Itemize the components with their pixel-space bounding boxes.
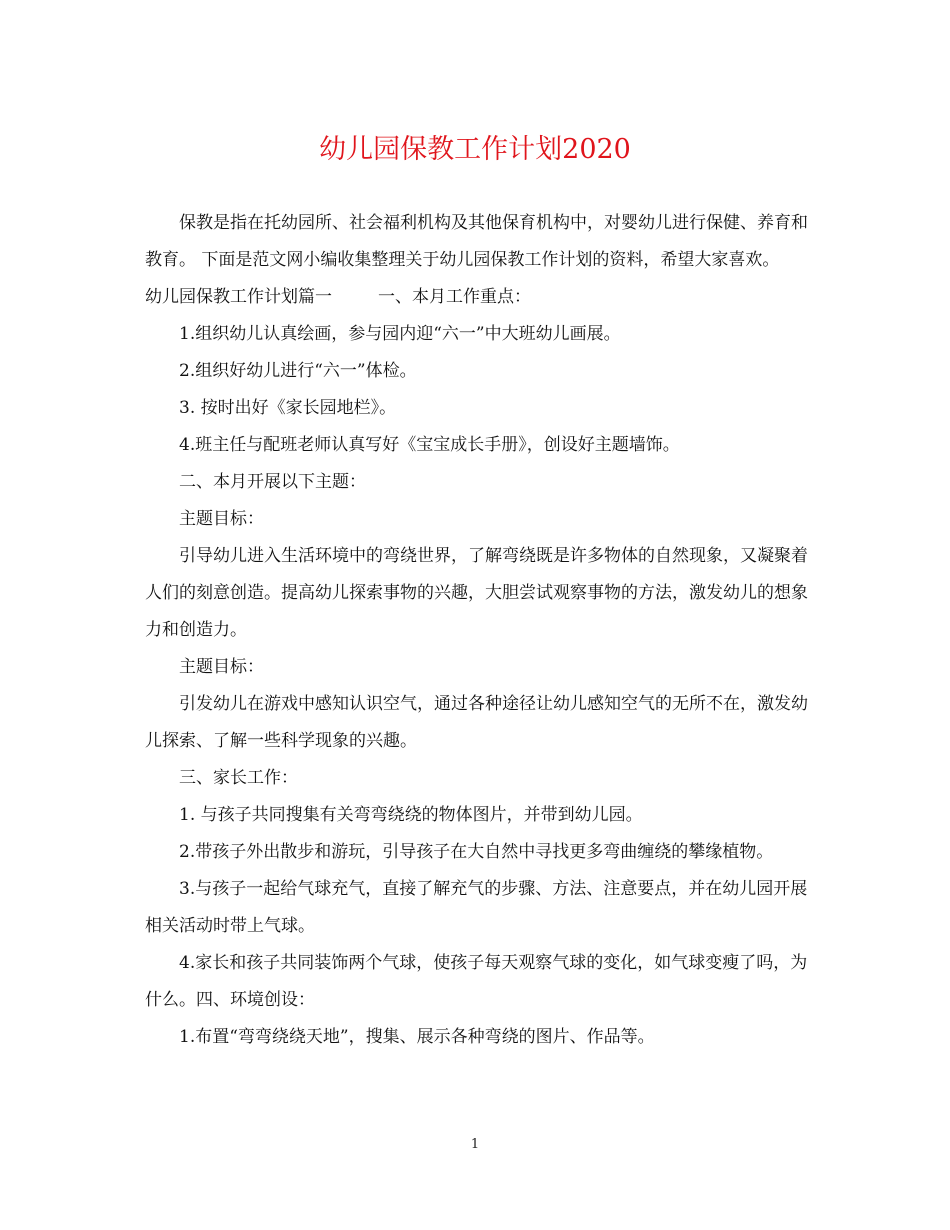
page-number: 1 (470, 1137, 480, 1152)
paragraph-item-12: 2.带孩子外出散步和游玩，引导孩子在大自然中寻找更多弯曲缠绕的攀缘植物。 (179, 842, 774, 862)
paragraph-item-4: 4.班主任与配班老师认真写好《宝宝成长手册》，创设好主题墙饰。 (179, 435, 680, 455)
paragraph-item-14: 4.家长和孩子共同装饰两个气球，使孩子每天观察气球的变化，如气球变瘦了吗，为什么。四、环境创设： (145, 953, 808, 1010)
paragraph-item-1: 1.组织幼儿认真绘画，参与园内迎“六一”中大班幼儿画展。 (179, 324, 621, 344)
paragraph-item-2: 2.组织好幼儿进行“六一”体检。 (179, 361, 417, 381)
paragraph-item-8: 主题目标： (179, 657, 264, 677)
section-heading-line (145, 279, 810, 316)
paragraph-item-11: 1. 与孩子共同搜集有关弯弯绕绕的物体图片，并带到幼儿园。 (179, 805, 643, 825)
section-subtitle: 一、本月工作重点： (378, 287, 531, 307)
paragraph-item-5: 二、本月开展以下主题： (179, 472, 366, 492)
section-title: 幼儿园保教工作计划篇一 (145, 287, 332, 307)
paragraph-item-7: 引导幼儿进入生活环境中的弯绕世界，了解弯绕既是许多物体的自然现象，又凝聚着人们的刻意创造。提高幼儿探索事物的兴趣，大胆尝试观察事物的方法，激发幼儿的想象力和创造力。 (145, 546, 808, 640)
paragraph-item-6: 主题目标： (179, 509, 264, 529)
paragraph-item-10: 三、家长工作： (179, 768, 298, 788)
document-body (145, 205, 810, 1056)
paragraph-item-13: 3.与孩子一起给气球充气，直接了解充气的步骤、方法、注意要点，并在幼儿园开展相关活动时带上气球。 (145, 879, 808, 936)
page-title: 幼儿园保教工作计划2020 (319, 134, 631, 165)
paragraph-item-15: 1.布置“弯弯绕绕天地”，搜集、展示各种弯绕的图片、作品等。 (179, 1027, 655, 1047)
paragraph-item-3: 3. 按时出好《家长园地栏》。 (179, 398, 397, 418)
paragraph-item-9: 引发幼儿在游戏中感知认识空气，通过各种途径让幼儿感知空气的无所不在，激发幼儿探索、了解一些科学现象的兴趣。 (145, 694, 808, 751)
intro-paragraph: 保教是指在托幼园所、社会福利机构及其他保育机构中，对婴幼儿进行保健、养育和教育。 下面是范文网小编收集整理关于幼儿园保教工作计划的资料，希望大家喜欢。 (145, 213, 808, 270)
